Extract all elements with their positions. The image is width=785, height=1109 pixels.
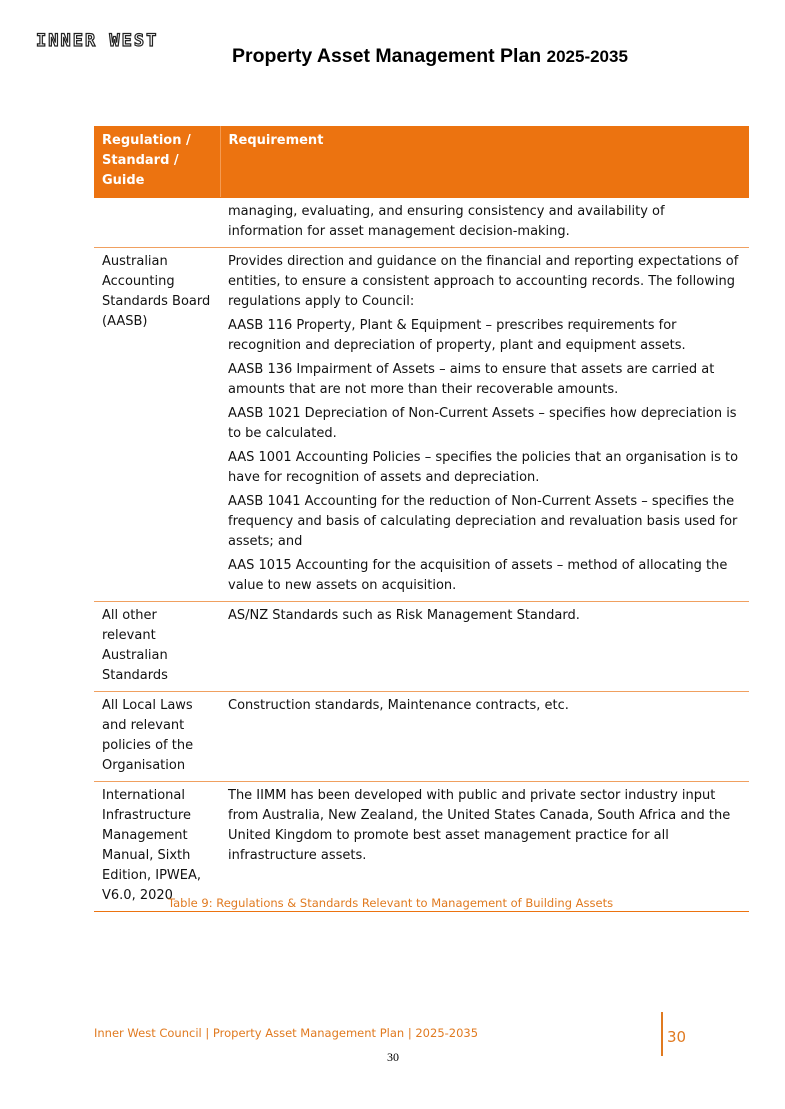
column-header-requirement: Requirement xyxy=(220,126,749,198)
footer-divider xyxy=(661,1012,663,1056)
regulation-cell: International Infrastructure Management Manual, Sixth Edition, IPWEA, V6.0, 2020 xyxy=(94,782,220,912)
table-header-row xyxy=(94,126,749,198)
requirement-text: Provides direction and guidance on the financial and reporting expectations of entities, to ensure a consistent approach to accounting records. The following regulations apply to Council: xyxy=(228,254,739,309)
requirement-text: managing, evaluating, and ensuring consistency and availability of information for asset management decision-making. xyxy=(228,204,665,239)
regulation-cell xyxy=(94,198,220,248)
title-main: Property Asset Management Plan xyxy=(232,45,547,67)
table-row xyxy=(94,782,749,912)
column-header-regulation: Regulation / Standard / Guide xyxy=(94,126,220,198)
regulation-cell: Australian Accounting Standards Board (AASB) xyxy=(94,248,220,602)
requirement-text: AASB 136 Impairment of Assets – aims to ensure that assets are carried at amounts that are not more than their recoverable amounts. xyxy=(228,362,715,397)
requirement-cell xyxy=(220,248,749,602)
regulation-cell: All Local Laws and relevant policies of the Organisation xyxy=(94,692,220,782)
requirement-text: AAS 1001 Accounting Policies – specifies the policies that an organisation is to have for recognition of assets and depreciation. xyxy=(228,450,739,485)
page-number: 30 xyxy=(387,1050,399,1064)
regulation-cell: All other relevant Australian Standards xyxy=(94,602,220,692)
table-row xyxy=(94,198,749,248)
footer-page-label: 30 xyxy=(667,1028,687,1046)
requirement-text: The IIMM has been developed with public and private sector industry input from Australia, New Zealand, the United States Canada, South Africa and the United Kingdom to promote best asset management practice for all infrastructure assets. xyxy=(228,788,731,863)
table-row xyxy=(94,602,749,692)
requirement-text: AAS 1015 Accounting for the acquisition of assets – method of allocating the value to new assets on acquisition. xyxy=(228,558,728,593)
requirement-text: AASB 1021 Depreciation of Non-Current Assets – specifies how depreciation is to be calculated. xyxy=(228,406,737,441)
table-row xyxy=(94,692,749,782)
requirement-text: AASB 116 Property, Plant & Equipment – prescribes requirements for recognition and depreciation of property, plant and equipment assets. xyxy=(228,318,686,353)
table-caption: Table 9: Regulations & Standards Relevant to Management of Building Assets xyxy=(168,896,614,910)
requirement-text: AASB 1041 Accounting for the reduction of Non-Current Assets – specifies the frequency and basis of calculating depreciation and revaluation basis used for assets; and xyxy=(228,494,738,549)
table-row xyxy=(94,248,749,602)
regulations-table xyxy=(94,126,749,912)
requirement-cell xyxy=(220,198,749,248)
document-title xyxy=(232,45,628,68)
council-logo: INNER WEST xyxy=(36,31,159,51)
requirement-text: Construction standards, Maintenance contracts, etc. xyxy=(228,698,569,713)
footer-text: Inner West Council | Property Asset Management Plan | 2025-2035 xyxy=(94,1026,479,1040)
requirement-cell xyxy=(220,782,749,912)
requirement-cell xyxy=(220,692,749,782)
requirement-cell xyxy=(220,602,749,692)
title-years: 2025-2035 xyxy=(546,47,628,66)
requirement-text: AS/NZ Standards such as Risk Management Standard. xyxy=(228,608,580,623)
